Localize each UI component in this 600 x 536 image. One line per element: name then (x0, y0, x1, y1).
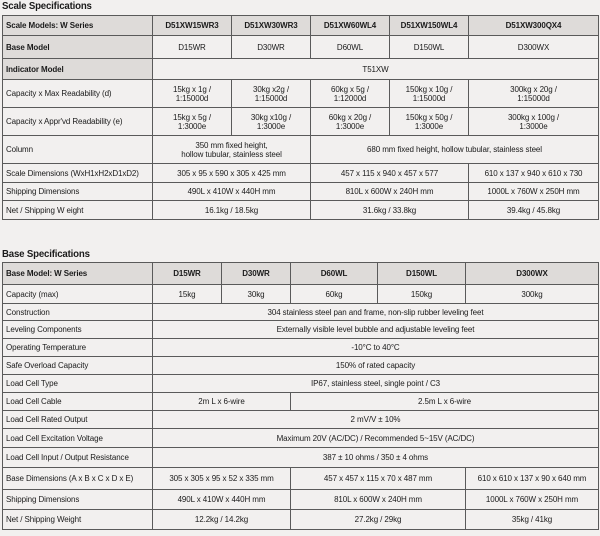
capacity-cell: 60kg (291, 285, 378, 304)
cap-line: 1:15000d (412, 93, 446, 103)
table-row (3, 183, 599, 201)
row-label: Scale Dimensions (WxH1xH2xD1xD2) (3, 164, 153, 183)
cap-line: 15kg x 5g / (172, 112, 212, 122)
scale-spec-table (2, 15, 599, 220)
cap-line: 15kg x 1g / (172, 84, 212, 94)
capacity-cell: 30kg (222, 285, 291, 304)
scale-model: D51XW300QX4 (469, 16, 599, 36)
table-row (3, 164, 599, 183)
base-spec-title: Base Specifications (2, 248, 90, 260)
table-row (3, 304, 599, 321)
row-label: Net / Shipping W eight (3, 201, 153, 220)
table-row (3, 136, 599, 164)
cap-line: 1:3000e (335, 121, 365, 131)
scale-header-label: Scale Models: W Series (3, 16, 153, 36)
base-spec-table (2, 262, 599, 530)
column-line: hollow tubular, stainless steel (181, 149, 282, 159)
cap-line: 300kg x 20g / (510, 84, 557, 94)
cap-max-cell (232, 80, 311, 108)
leveling-cell: Externally visible level bubble and adjustable leveling feet (153, 321, 599, 339)
base-dims-cell: 610 x 610 x 137 x 90 x 640 mm (466, 468, 599, 490)
capacity-cell: 300kg (466, 285, 599, 304)
cap-line: 1:15000d (175, 93, 209, 103)
construction-cell: 304 stainless steel pan and frame, non-slip rubber leveling feet (153, 304, 599, 321)
base-weight-cell: 35kg / 41kg (466, 510, 599, 530)
dims-cell: 305 x 95 x 590 x 305 x 425 mm (153, 164, 311, 183)
base-model-cell: D60WL (311, 36, 390, 59)
row-label: Net / Shipping Weight (3, 510, 153, 530)
cap-line: 1:3000e (519, 121, 548, 131)
cap-line: 150kg x 10g / (405, 84, 453, 94)
cap-line: 1:15000d (254, 93, 288, 103)
row-label: Base Model (3, 36, 153, 59)
rated-output-cell: 2 mV/V ± 10% (153, 411, 599, 429)
table-row (3, 339, 599, 357)
table-row (3, 411, 599, 429)
table-row (3, 448, 599, 468)
excitation-cell: Maximum 20V (AC/DC) / Recommended 5~15V (AC/DC) (153, 429, 599, 448)
row-label: Safe Overload Capacity (3, 357, 153, 375)
ship-dims-cell: 1000L x 760W x 250H mm (469, 183, 599, 201)
capacity-cell: 15kg (153, 285, 222, 304)
table-row (3, 201, 599, 220)
cable-cell: 2.5m L x 6-wire (291, 393, 599, 411)
table-row (3, 321, 599, 339)
base-model-cell: D300WX (469, 36, 599, 59)
loadcell-type-cell: IP67, stainless steel, single point / C3 (153, 375, 599, 393)
ship-dims-cell: 810L x 600W x 240H mm (311, 183, 469, 201)
cap-line: 300kg x 100g / (507, 112, 560, 122)
dims-cell: 610 x 137 x 940 x 610 x 730 (469, 164, 599, 183)
scale-model: D51XW60WL4 (311, 16, 390, 36)
weight-cell: 16.1kg / 18.5kg (153, 201, 311, 220)
row-label: Shipping Dimensions (3, 183, 153, 201)
base-dims-cell: 457 x 457 x 115 x 70 x 487 mm (291, 468, 466, 490)
table-row (3, 59, 599, 80)
cap-max-cell (153, 80, 232, 108)
base-header-row (3, 263, 599, 285)
base-model: D60WL (291, 263, 378, 285)
row-label: Load Cell Excitation Voltage (3, 429, 153, 448)
cap-line: 60kg x 20g / (328, 112, 372, 122)
row-label: Base Dimensions (A x B x C x D x E) (3, 468, 153, 490)
base-model: D30WR (222, 263, 291, 285)
scale-model: D51XW30WR3 (232, 16, 311, 36)
capacity-cell: 150kg (378, 285, 466, 304)
column-line: 350 mm fixed height, (195, 140, 268, 150)
cable-cell: 2m L x 6-wire (153, 393, 291, 411)
indicator-cell: T51XW (153, 59, 599, 80)
overload-cell: 150% of rated capacity (153, 357, 599, 375)
base-header-label: Base Model: W Series (3, 263, 153, 285)
cap-appr-cell (390, 108, 469, 136)
table-row (3, 36, 599, 59)
base-weight-cell: 12.2kg / 14.2kg (153, 510, 291, 530)
table-row (3, 375, 599, 393)
row-label: Load Cell Cable (3, 393, 153, 411)
cap-line: 1:3000e (177, 121, 207, 131)
scale-model: D51XW150WL4 (390, 16, 469, 36)
weight-cell: 39.4kg / 45.8kg (469, 201, 599, 220)
cap-line: 30kg x10g / (250, 112, 292, 122)
row-label: Capacity x Max Readability (d) (3, 80, 153, 108)
cap-line: 30kg x2g / (253, 84, 289, 94)
base-dims-cell: 305 x 305 x 95 x 52 x 335 mm (153, 468, 291, 490)
ship-dims-cell: 490L x 410W x 440H mm (153, 183, 311, 201)
scale-header-row (3, 16, 599, 36)
base-ship-dims-cell: 810L x 600W x 240H mm (291, 490, 466, 510)
row-label: Indicator Model (3, 59, 153, 80)
cap-appr-cell (232, 108, 311, 136)
cap-line: 1:15000d (517, 93, 550, 103)
row-label: Capacity x Appr'vd Readability (e) (3, 108, 153, 136)
cap-max-cell (311, 80, 390, 108)
table-row (3, 285, 599, 304)
scale-model: D51XW15WR3 (153, 16, 232, 36)
table-row (3, 108, 599, 136)
base-ship-dims-cell: 490L x 410W x 440H mm (153, 490, 291, 510)
base-model-cell: D150WL (390, 36, 469, 59)
cap-appr-cell (153, 108, 232, 136)
temp-cell: -10°C to 40°C (153, 339, 599, 357)
cap-line: 1:3000e (256, 121, 286, 131)
cap-appr-cell (469, 108, 599, 136)
base-ship-dims-cell: 1000L x 760W x 250H mm (466, 490, 599, 510)
table-row (3, 429, 599, 448)
scale-spec-title: Scale Specifications (2, 0, 92, 12)
cap-line: 60kg x 5g / (330, 84, 370, 94)
row-label: Load Cell Input / Output Resistance (3, 448, 153, 468)
resistance-cell: 387 ± 10 ohms / 350 ± 4 ohms (153, 448, 599, 468)
dims-cell: 457 x 115 x 940 x 457 x 577 (311, 164, 469, 183)
table-row (3, 80, 599, 108)
cap-line: 1:3000e (414, 121, 444, 131)
weight-cell: 31.6kg / 33.8kg (311, 201, 469, 220)
row-label: Shipping Dimensions (3, 490, 153, 510)
row-label: Column (3, 136, 153, 164)
cap-appr-cell (311, 108, 390, 136)
base-weight-cell: 27.2kg / 29kg (291, 510, 466, 530)
cap-line: 150kg x 50g / (405, 112, 453, 122)
column-cell (153, 136, 311, 164)
cap-max-cell (390, 80, 469, 108)
base-model: D150WL (378, 263, 466, 285)
base-model: D300WX (466, 263, 599, 285)
table-row (3, 393, 599, 411)
cap-max-cell (469, 80, 599, 108)
row-label: Construction (3, 304, 153, 321)
row-label: Load Cell Rated Output (3, 411, 153, 429)
row-label: Capacity (max) (3, 285, 153, 304)
table-row (3, 468, 599, 490)
base-model: D15WR (153, 263, 222, 285)
table-row (3, 357, 599, 375)
table-row (3, 510, 599, 530)
base-model-cell: D30WR (232, 36, 311, 59)
cap-line: 1:12000d (333, 93, 367, 103)
row-label: Load Cell Type (3, 375, 153, 393)
row-label: Leveling Components (3, 321, 153, 339)
column-cell: 680 mm fixed height, hollow tubular, stainless steel (311, 136, 599, 164)
table-row (3, 490, 599, 510)
base-model-cell: D15WR (153, 36, 232, 59)
row-label: Operating Temperature (3, 339, 153, 357)
